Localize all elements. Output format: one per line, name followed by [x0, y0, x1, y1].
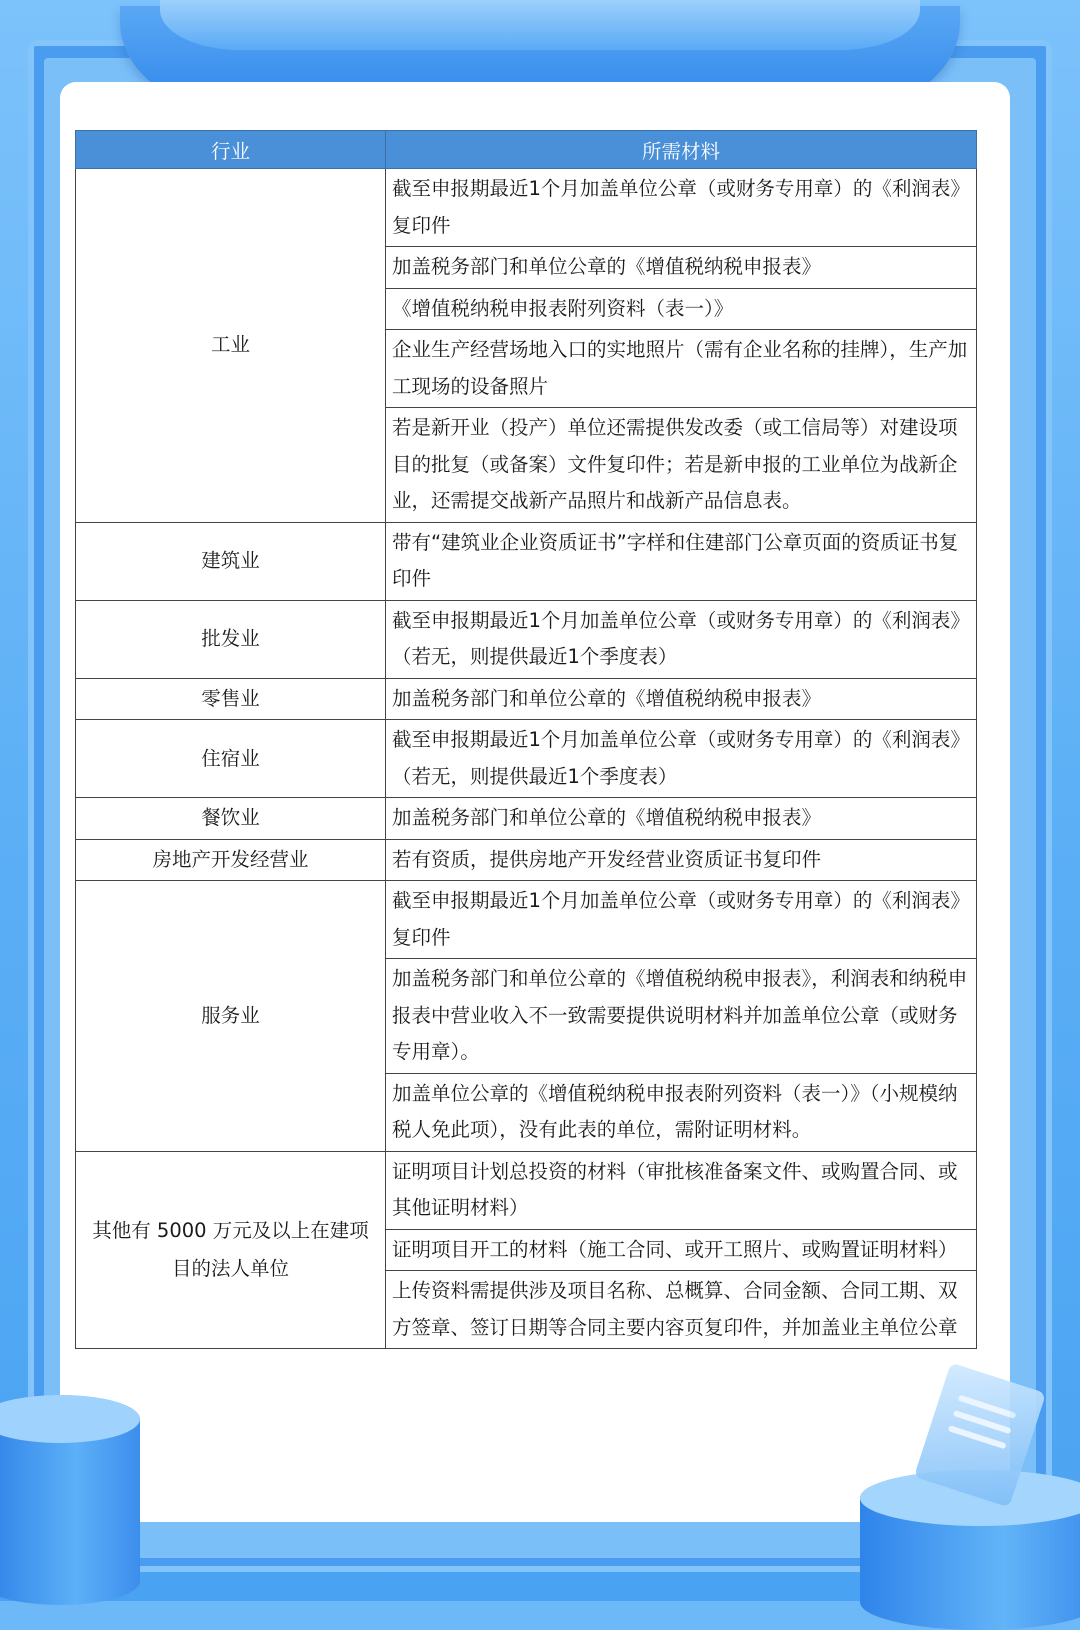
- table-row: [76, 522, 977, 600]
- industry-cell: 餐饮业: [76, 798, 386, 840]
- table-row: [76, 678, 977, 720]
- material-cell: 加盖税务部门和单位公章的《增值税纳税申报表》: [386, 678, 977, 720]
- industry-cell: 房地产开发经营业: [76, 839, 386, 881]
- material-cell: 加盖税务部门和单位公章的《增值税纳税申报表》，利润表和纳税申报表中营业收入不一致需要提供说明材料并加盖单位公章（或财务专用章）。: [386, 959, 977, 1074]
- material-cell: 截至申报期最近1个月加盖单位公章（或财务专用章）的《利润表》（若无，则提供最近1个季度表）: [386, 720, 977, 798]
- material-cell: 证明项目开工的材料（施工合同、或开工照片、或购置证明材料）: [386, 1229, 977, 1271]
- material-cell: 加盖单位公章的《增值税纳税申报表附列资料（表一）》（小规模纳税人免此项），没有此表的单位，需附证明材料。: [386, 1073, 977, 1151]
- material-cell: 企业生产经营场地入口的实地照片（需有企业名称的挂牌），生产加工现场的设备照片: [386, 330, 977, 408]
- material-cell: 证明项目计划总投资的材料（审批核准备案文件、或购置合同、或其他证明材料）: [386, 1151, 977, 1229]
- material-cell: 加盖税务部门和单位公章的《增值税纳税申报表》: [386, 247, 977, 289]
- industry-cell: 批发业: [76, 600, 386, 678]
- industry-cell: 工业: [76, 169, 386, 523]
- materials-table: [75, 130, 977, 1349]
- industry-cell: 住宿业: [76, 720, 386, 798]
- header-industry: 行业: [76, 131, 386, 169]
- table-row: [76, 720, 977, 798]
- table-row: [76, 169, 977, 247]
- header-materials: 所需材料: [386, 131, 977, 169]
- material-cell: 若是新开业（投产）单位还需提供发改委（或工信局等）对建设项目的批复（或备案）文件复印件；若是新申报的工业单位为战新企业，还需提交战新产品照片和战新产品信息表。: [386, 408, 977, 523]
- industry-cell: 零售业: [76, 678, 386, 720]
- industry-cell: 其他有 5000 万元及以上在建项目的法人单位: [76, 1151, 386, 1349]
- material-cell: 截至申报期最近1个月加盖单位公章（或财务专用章）的《利润表》复印件: [386, 169, 977, 247]
- material-cell: 加盖税务部门和单位公章的《增值税纳税申报表》: [386, 798, 977, 840]
- table-row: [76, 881, 977, 959]
- material-cell: 带有“建筑业企业资质证书”字样和住建部门公章页面的资质证书复印件: [386, 522, 977, 600]
- industry-cell: 服务业: [76, 881, 386, 1152]
- material-cell: 截至申报期最近1个月加盖单位公章（或财务专用章）的《利润表》复印件: [386, 881, 977, 959]
- table-row: [76, 839, 977, 881]
- table-header-row: [76, 131, 977, 169]
- table-row: [76, 600, 977, 678]
- industry-cell: 建筑业: [76, 522, 386, 600]
- material-cell: 截至申报期最近1个月加盖单位公章（或财务专用章）的《利润表》（若无，则提供最近1个季度表）: [386, 600, 977, 678]
- material-cell: 若有资质，提供房地产开发经营业资质证书复印件: [386, 839, 977, 881]
- table-row: [76, 1151, 977, 1229]
- table-row: [76, 798, 977, 840]
- material-cell: 《增值税纳税申报表附列资料（表一）》: [386, 288, 977, 330]
- material-cell: 上传资料需提供涉及项目名称、总概算、合同金额、合同工期、双方签章、签订日期等合同主要内容页复印件，并加盖业主单位公章: [386, 1271, 977, 1349]
- decorative-cylinder-left: [0, 1395, 140, 1605]
